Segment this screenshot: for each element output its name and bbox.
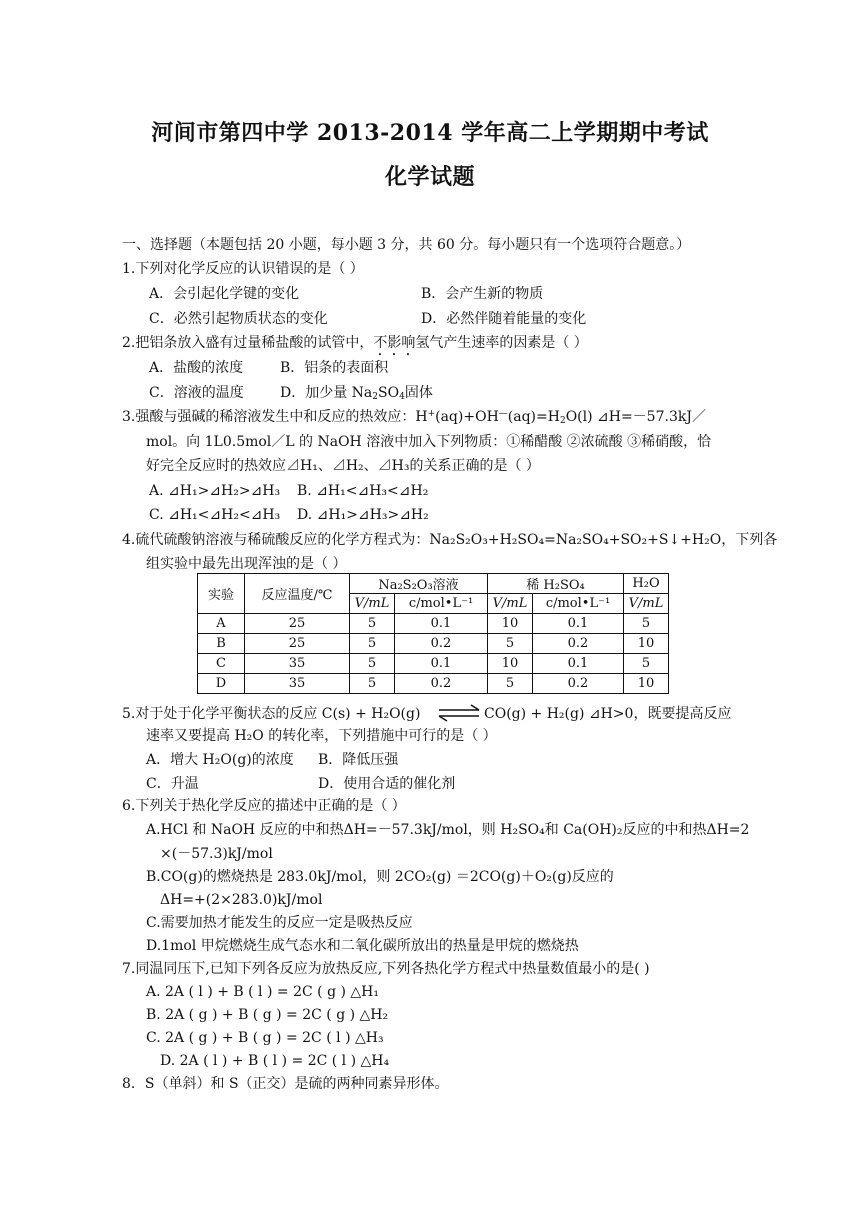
q7-option-a: A. 2A ( l ) + B ( l ) = 2C ( g ) △H₁ [146, 984, 379, 1000]
q1-option-d: D．必然伴随着能量的变化 [421, 311, 587, 327]
table-cell: D [198, 674, 245, 694]
q6-option-b-cont: ΔH=+(2×283.0)kJ/mol [160, 892, 323, 908]
table-cell: 35 [245, 674, 350, 694]
table-subheader-v: V/mL [624, 594, 669, 614]
table-header-temperature: 反应温度/℃ [245, 574, 350, 614]
q6-stem: 6.下列关于热化学反应的描述中正确的是（ ） [122, 798, 406, 814]
table-cell: 5 [350, 674, 395, 694]
q6-option-b: B.CO(g)的燃烧热是 283.0kJ/mol，则 2CO₂(g) ＝2CO(g)＋O₂(g)反应的 [146, 869, 614, 885]
table-cell: 0.2 [533, 674, 624, 694]
q5-option-b: B．降低压强 [318, 752, 399, 768]
table-cell: 0.2 [533, 634, 624, 654]
table-header-experiment: 实验 [198, 574, 245, 614]
q2-option-a: A．盐酸的浓度 [149, 360, 244, 376]
table-cell: C [198, 654, 245, 674]
table-cell: 5 [624, 654, 669, 674]
q3-stem-line3: 好完全反应时的热效应⊿H₁、⊿H₂、⊿H₃的关系正确的是（ ） [146, 458, 540, 474]
table-cell: 10 [488, 614, 533, 634]
q3-option-d: D. ⊿H₁>⊿H₃>⊿H₂ [297, 507, 429, 523]
table-cell: 5 [488, 634, 533, 654]
q1-option-a: A．会引起化学键的变化 [149, 286, 300, 302]
q6-option-d: D.1mol 甲烷燃烧生成气态水和二氧化碳所放出的热量是甲烷的燃烧热 [146, 938, 579, 954]
table-cell: A [198, 614, 245, 634]
table-cell: 5 [624, 614, 669, 634]
table-subheader-c: c/mol•L⁻¹ [533, 594, 624, 614]
table-cell: 25 [245, 634, 350, 654]
table-cell: 10 [624, 634, 669, 654]
table-header-h2o: H₂O [624, 574, 669, 594]
q3-option-b: B. ⊿H₁<⊿H₃<⊿H₂ [297, 483, 429, 499]
table-cell: 35 [245, 654, 350, 674]
table-cell: B [198, 634, 245, 654]
page-subtitle: 化学试题 [384, 164, 475, 190]
section-heading: 一、选择题（本题包括 20 小题，每小题 3 分，共 60 分。每小题只有一个选项符合题意。） [122, 237, 691, 253]
q2-option-d: D．加少量 $Na_2SO_4$固体 [280, 385, 433, 402]
table-cell: 0.1 [533, 654, 624, 674]
table-row [198, 674, 669, 694]
page-title: 河间市第四中学 2013-2014 学年高二上学期期中考试 [151, 120, 709, 146]
table-cell: 0.1 [395, 654, 488, 674]
table-cell: 5 [350, 634, 395, 654]
table-cell: 0.2 [395, 634, 488, 654]
q5-stem-line1-post: CO(g) + H₂(g) ⊿H>0，既要提高反应 [484, 706, 732, 722]
q4-stem-line1: 4.硫代硫酸钠溶液与稀硫酸反应的化学方程式为：Na₂S₂O₃+H₂SO₄=Na₂SO₄+SO₂+S↓+H₂O，下列各 [122, 532, 778, 548]
q5-stem-line1-pre: 5.对于处于化学平衡状态的反应 C(s) + H₂O(g) [122, 706, 421, 722]
table-subheader-v: V/mL [350, 594, 395, 614]
table-row [198, 634, 669, 654]
q5-option-c: C．升温 [146, 776, 199, 792]
q1-option-c: C．必然引起物质状态的变化 [149, 311, 328, 327]
q1-option-b: B．会产生新的物质 [421, 286, 544, 302]
q4-stem-line2: 组实验中最先出现浑浊的是（ ） [146, 556, 347, 572]
table-row [198, 654, 669, 674]
q2-option-c: C．溶液的温度 [149, 385, 244, 401]
q5-option-d: D．使用合适的催化剂 [318, 776, 456, 792]
q2-stem: 2.把铝条放入盛有过量稀盐酸的试管中，不影响氢气产生速率的因素是（ ） [122, 335, 588, 351]
table-cell: 10 [488, 654, 533, 674]
table-cell: 0.2 [395, 674, 488, 694]
q6-option-c: C.需要加热才能发生的反应一定是吸热反应 [146, 915, 413, 931]
q5-stem-line2: 速率又要提高 H₂O 的转化率，下列措施中可行的是（ ） [146, 728, 497, 744]
q7-option-d: D. 2A ( l ) + B ( l ) = 2C ( l ) △H₄ [160, 1053, 390, 1069]
table-cell: 5 [350, 654, 395, 674]
table-subheader-c: c/mol•L⁻¹ [395, 594, 488, 614]
experiment-table [197, 573, 669, 694]
q3-option-c: C. ⊿H₁<⊿H₂<⊿H₃ [149, 507, 281, 523]
table-row [198, 614, 669, 634]
q7-option-b: B. 2A ( g ) + B ( g ) = 2C ( g ) △H₂ [146, 1007, 389, 1023]
q3-option-a: A. ⊿H₁>⊿H₂>⊿H₃ [149, 483, 281, 499]
table-cell: 0.1 [395, 614, 488, 634]
q2-option-b: B．铝条的表面积 [280, 360, 389, 376]
table-cell: 5 [350, 614, 395, 634]
q7-stem: 7.同温同压下,已知下列各反应为放热反应,下列各热化学方程式中热量数值最小的是( ) [122, 961, 650, 977]
q6-option-a: A.HCl 和 NaOH 反应的中和热ΔH=－57.3kJ/mol，则 H₂SO₄和 Ca(OH)₂反应的中和热ΔH=2 [146, 822, 750, 838]
q8-stem: 8．S（单斜）和 S（正交）是硫的两种同素异形体。 [122, 1076, 449, 1092]
q3-stem-line1: 3.强酸与强碱的稀溶液发生中和反应的热效应：$H^+(aq)+OH^—(aq)=H_2O(l)$ ⊿H=－57.3kJ／ [122, 409, 706, 426]
q1-stem: 1.下列对化学反应的认识错误的是（ ） [122, 261, 364, 277]
table-header-na2s2o3: Na₂S₂O₃溶液 [350, 574, 488, 594]
table-header-h2so4: 稀 H₂SO₄ [488, 574, 624, 594]
q5-option-a: A．增大 H₂O(g)的浓度 [146, 752, 294, 768]
table-subheader-v: V/mL [488, 594, 533, 614]
q6-option-a-cont: ×(－57.3)kJ/mol [160, 846, 273, 862]
q7-option-c: C. 2A ( g ) + B ( g ) = 2C ( l ) △H₃ [146, 1030, 384, 1046]
table-cell: 5 [488, 674, 533, 694]
q2-emphasis: 不影响 [373, 335, 416, 351]
table-cell: 25 [245, 614, 350, 634]
equilibrium-arrow-icon [437, 704, 481, 722]
table-cell: 0.1 [533, 614, 624, 634]
table-cell: 10 [624, 674, 669, 694]
q3-stem-line2: mol。向 1L0.5mol／L 的 NaOH 溶液中加入下列物质：①稀醋酸 ②浓硫酸 ③稀硝酸，恰 [146, 434, 712, 450]
